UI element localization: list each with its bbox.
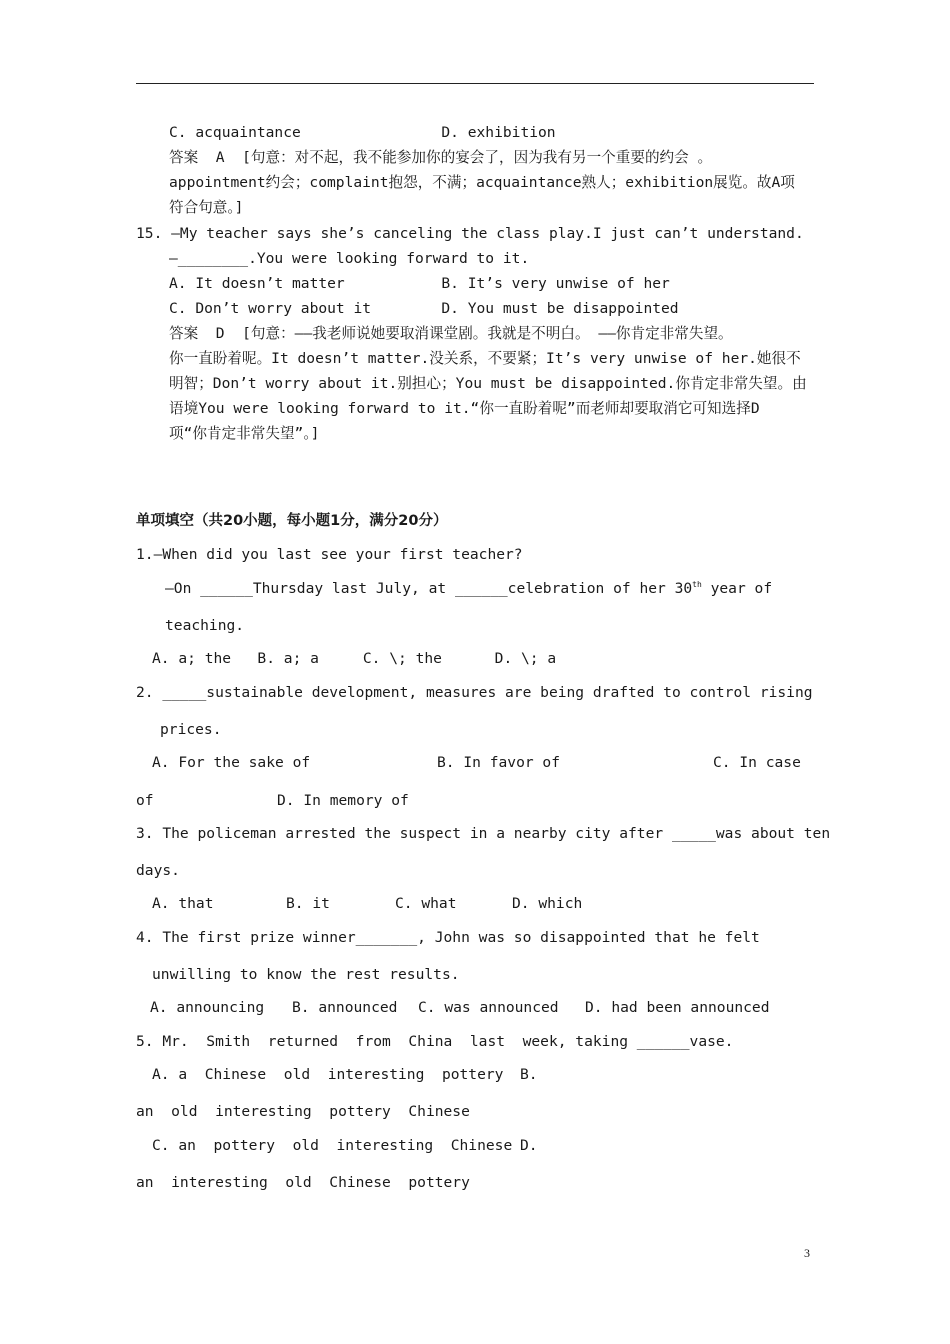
option-line: C. acquaintance D. exhibition bbox=[169, 124, 556, 141]
option-c: C. an pottery old interesting Chinese bbox=[152, 1137, 513, 1154]
option-line: A. a; the B. a; a C. \; the D. \; a bbox=[152, 650, 557, 667]
question-3: 3. The policeman arrested the suspect in a nearby city after _____was about ten bbox=[136, 825, 831, 842]
option-line: A. It doesn’t matter B. It’s very unwise of her bbox=[169, 275, 670, 292]
answer-line: 答案 D [句意：——我老师说她要取消课堂剧。我就是不明白。 ——你肯定非常失望。 bbox=[169, 325, 733, 342]
answer-line: 语境You were looking forward to it.“你一直盼着呢”而老师却要取消它可知选择D bbox=[169, 400, 760, 417]
page-number: 3 bbox=[804, 1246, 810, 1260]
answer-line: 项“你肯定非常失望”。] bbox=[169, 425, 320, 442]
option-b: B. it bbox=[286, 895, 330, 912]
option-line: C. Don’t worry about it D. You must be disappointed bbox=[169, 300, 679, 317]
option-c: C. was announced bbox=[418, 999, 559, 1016]
option-b: B. bbox=[520, 1066, 538, 1083]
question-1: 1.—When did you last see your first teacher? bbox=[136, 546, 523, 563]
option-c-cont: of bbox=[136, 792, 154, 809]
option-d: D. which bbox=[512, 895, 583, 912]
option-a: A. a Chinese old interesting pottery bbox=[152, 1066, 504, 1083]
option-c: C. In case bbox=[713, 754, 801, 771]
option-d: D. In memory of bbox=[277, 792, 409, 809]
option-c: C. what bbox=[395, 895, 457, 912]
question-5: 5. Mr. Smith returned from China last week, taking ______vase. bbox=[136, 1033, 734, 1050]
answer-line: 符合句意。] bbox=[169, 199, 244, 216]
option-d-cont: an interesting old Chinese pottery bbox=[136, 1174, 470, 1191]
question-line: unwilling to know the rest results. bbox=[152, 966, 460, 983]
question-4: 4. The first prize winner_______, John was so disappointed that he felt bbox=[136, 929, 760, 946]
question-15: 15. —My teacher says she’s canceling the class play.I just can’t understand. bbox=[136, 225, 804, 242]
question-line: days. bbox=[136, 862, 180, 879]
question-2: 2. _____sustainable development, measures are being drafted to control rising bbox=[136, 684, 813, 701]
header-rule bbox=[136, 83, 814, 84]
option-d: D. had been announced bbox=[585, 999, 770, 1016]
answer-line: 你一直盼着呢。It doesn’t matter.没关系，不要紧；It’s very unwise of her.她很不 bbox=[169, 350, 801, 367]
option-a: A. announcing bbox=[150, 999, 265, 1016]
option-b: B. announced bbox=[292, 999, 398, 1016]
question-line: —On ______Thursday last July, at ______celebration of her 30th year of bbox=[165, 580, 773, 597]
option-d: D. bbox=[520, 1137, 538, 1154]
section-heading: 单项填空（共20小题，每小题1分，满分20分） bbox=[136, 513, 448, 529]
option-b: B. In favor of bbox=[437, 754, 561, 771]
answer-line: 答案 A [句意：对不起，我不能参加你的宴会了，因为我有另一个重要的约会 。 bbox=[169, 149, 713, 166]
option-a: A. that bbox=[152, 895, 214, 912]
answer-line: appointment约会；complaint抱怨，不满；acquaintance熟人；exhibition展览。故A项 bbox=[169, 174, 795, 191]
question-line: teaching. bbox=[165, 617, 245, 634]
question-line: prices. bbox=[160, 721, 222, 738]
answer-line: 明智；Don’t worry about it.别担心；You must be disappointed.你肯定非常失望。由 bbox=[169, 375, 807, 392]
question-line: —________.You were looking forward to it. bbox=[169, 250, 530, 267]
option-a: A. For the sake of bbox=[152, 754, 311, 771]
option-b-cont: an old interesting pottery Chinese bbox=[136, 1103, 470, 1120]
